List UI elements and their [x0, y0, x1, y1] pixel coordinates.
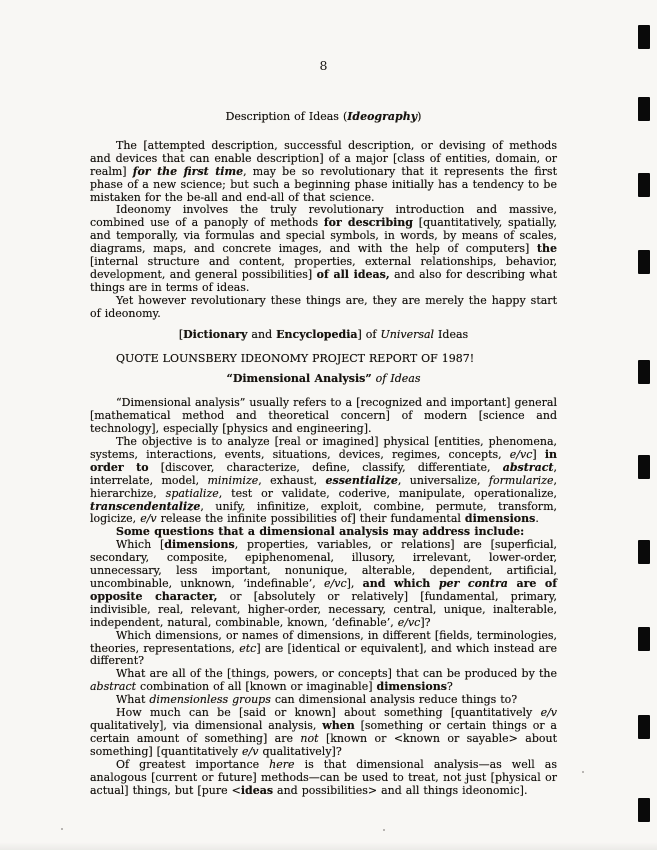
heading	[90, 373, 557, 386]
heading	[90, 111, 557, 124]
text-run: dimensions	[164, 538, 235, 552]
text-run: )	[417, 110, 422, 123]
text-run: essentialize	[325, 473, 398, 487]
binding-mark	[638, 250, 650, 274]
text-run: , hierarchize,	[90, 473, 557, 500]
scan-speck	[465, 778, 467, 780]
paragraph	[90, 204, 557, 294]
text-run: [	[178, 327, 184, 341]
text-run: and	[247, 327, 277, 341]
text-run: ]	[532, 447, 545, 461]
text-run: , interrelate, model,	[90, 460, 557, 487]
text-run: QUOTE LOUNSBERY IDEONOMY PROJECT REPORT OF 1987!	[116, 351, 475, 365]
text-run: and which	[362, 577, 439, 590]
binding-mark	[638, 25, 650, 49]
text-run: Universal	[380, 327, 435, 341]
text-run: and also for describing what things are in terms of ideas.	[90, 267, 557, 294]
text-run: dimensions	[464, 512, 536, 526]
text-run: , unify, infinitize, exploit, combine, permute, transform, logicize,	[90, 499, 557, 526]
text-run: “Dimensional analysis” usually refers to a [recognized and important] general [mathematical method and theoretical concern] of modern [science and technology], especially [physics and engineering].	[90, 396, 557, 436]
paragraph	[90, 397, 557, 436]
text-run: etc	[239, 641, 257, 655]
text-run: Which [	[116, 538, 165, 552]
binding-mark	[638, 97, 650, 121]
text-run: for describing	[323, 216, 413, 230]
text-run: can dimensional analysis reduce things to?	[270, 693, 518, 707]
text-run: here	[269, 757, 295, 771]
text-run: The objective is to analyze [real or imagined] physical [entities, phenomena, systems, interactions, events, situations, devices, regimes, concepts,	[90, 435, 557, 461]
text-run: ] of	[357, 327, 381, 341]
text-run: Ideonomy involves the truly revolutionary introduction and massive, combined use of a panoply of methods	[90, 203, 557, 230]
binding-mark	[638, 540, 650, 564]
text-run: Which dimensions, or names of dimensions, in different [fields, terminologies, theories, representations,	[90, 628, 557, 655]
paragraph	[90, 707, 557, 759]
binding-mark	[638, 715, 650, 739]
text-run: e/v	[242, 744, 259, 758]
text-run: ] are [identical or equivalent], and which instead are different?	[90, 641, 558, 668]
page-number: 8	[319, 58, 328, 73]
paragraph	[90, 630, 557, 669]
paragraph	[90, 539, 557, 629]
text-run: What	[116, 693, 150, 707]
text-run: [something or certain things or a certain amount of something] are	[90, 718, 557, 745]
text-run: Ideas	[434, 327, 469, 341]
binding-mark	[638, 173, 650, 197]
text-run: or [absolutely or relatively] [fundamental, primary, indivisible, real, relevant, higher-order, necessary, central, unique, inalterable, independent, natural, combinable, known, ‘definable’,	[90, 589, 557, 629]
paragraph	[90, 140, 557, 205]
text-run: combination of all [known or imaginable]	[136, 680, 377, 694]
document-body	[90, 111, 557, 797]
text-run: abstract	[90, 680, 137, 694]
text-run: Yet however revolutionary these things are, they are merely the happy start of ideonomy.	[90, 293, 557, 320]
text-run: e/vc	[509, 447, 533, 461]
text-run: [known or <known or sayable> about something] [quantitatively	[90, 731, 558, 758]
text-run: spatialize	[165, 486, 219, 500]
text-run: transcendentalize	[90, 499, 201, 513]
text-run: ideas	[240, 783, 274, 797]
text-run: and possibilities> and all things ideonomic].	[273, 783, 528, 797]
text-run: when	[322, 718, 355, 732]
scan-speck	[61, 828, 63, 830]
text-run: of all ideas,	[316, 267, 390, 281]
scan-speck	[582, 771, 584, 773]
text-run: formularize	[488, 473, 554, 487]
text-run: [discover, characterize, define, classify, differentiate,	[148, 460, 503, 474]
text-run: e/vc	[397, 615, 421, 629]
paragraph	[90, 668, 557, 694]
paragraph	[90, 295, 557, 321]
text-run: e/v	[540, 706, 557, 720]
binding-mark	[638, 627, 650, 651]
text-run: , universalize,	[397, 473, 489, 487]
text-run: , may be so revolutionary that it represents the first phase of a new science; but such a beginning phase initially has a tendency to be mistaken for the be-all and end-all of that science.	[90, 164, 557, 204]
text-run: Dictionary	[183, 327, 248, 341]
text-run: not	[300, 731, 319, 745]
text-run: e/v	[140, 512, 157, 526]
text-run: in order to	[90, 447, 557, 474]
text-run: dimensions	[376, 680, 447, 694]
text-run: qualitatively], via dimensional analysis,	[90, 718, 323, 732]
text-run: e/vc	[324, 577, 347, 590]
text-run: , test or validate, coderive, manipulate, operationalize,	[218, 486, 558, 500]
text-run: qualitatively]?	[258, 744, 342, 758]
text-run: ]?	[420, 615, 431, 629]
text-run: [internal structure and content, properties, external relationships, behavior, development, and general possibilities]	[90, 255, 557, 281]
text-run: abstract	[502, 460, 554, 474]
text-run: ],	[346, 577, 363, 590]
text-run: [quantitatively, spatially, and temporally, via formulas and special symbols, in words, by means of scales, diagrams, maps, and concrete images, and with the help of computers]	[90, 216, 557, 256]
text-run: dimensionless groups	[149, 693, 271, 707]
scan-speck	[303, 779, 305, 781]
paragraph	[90, 436, 557, 526]
text-run: The [attempted description, successful description, or devising of methods and devices that can enable description] of a major [class of entities, domain, or realm]	[90, 138, 557, 178]
text-run: is that dimensional analysis—as well as analogous [current or future] methods—can be used to treat, not just [physical or actual] things, but [pure <	[90, 757, 558, 797]
text-run: Ideography	[347, 110, 418, 123]
text-run: ?	[446, 680, 453, 694]
text-run: Some questions that a dimensional analysis may address include:	[116, 525, 525, 539]
text-run: are of opposite character,	[90, 577, 557, 603]
text-run: of Ideas	[375, 372, 421, 386]
binding-mark	[638, 798, 650, 822]
text-run: Encyclopedia	[276, 327, 358, 341]
paragraph	[90, 353, 557, 366]
text-run: What are all of the [things, powers, or concepts] that can be produced by the	[116, 667, 557, 681]
text-run: , exhaust,	[258, 473, 326, 487]
paragraph	[90, 759, 557, 798]
text-run: minimize	[207, 473, 259, 487]
text-run: the	[536, 242, 557, 256]
binding-mark	[638, 360, 650, 384]
text-run: release the infinite possibilities of] their fundamental	[156, 512, 465, 526]
scan-speck	[383, 829, 385, 831]
text-run: “Dimensional Analysis”	[226, 372, 372, 386]
text-run: .	[535, 512, 539, 526]
text-run: , properties, variables, or relations] are [superficial, secondary, composite, epiphenomenal, illusory, irrelevant, lower-order, unnecessary, less important, nonunique, alterable, dependent, artificial, uncombinable, unknown, ‘indefinable’,	[90, 538, 557, 590]
text-run: for the first time	[132, 164, 244, 178]
text-run: Description of Ideas (	[225, 110, 348, 123]
binding-mark	[638, 455, 650, 479]
heading	[90, 329, 557, 342]
text-run: How much can be [said or known] about something [quantitatively	[116, 706, 541, 720]
text-run: per contra	[438, 577, 508, 590]
text-run: Of greatest importance	[116, 757, 270, 771]
